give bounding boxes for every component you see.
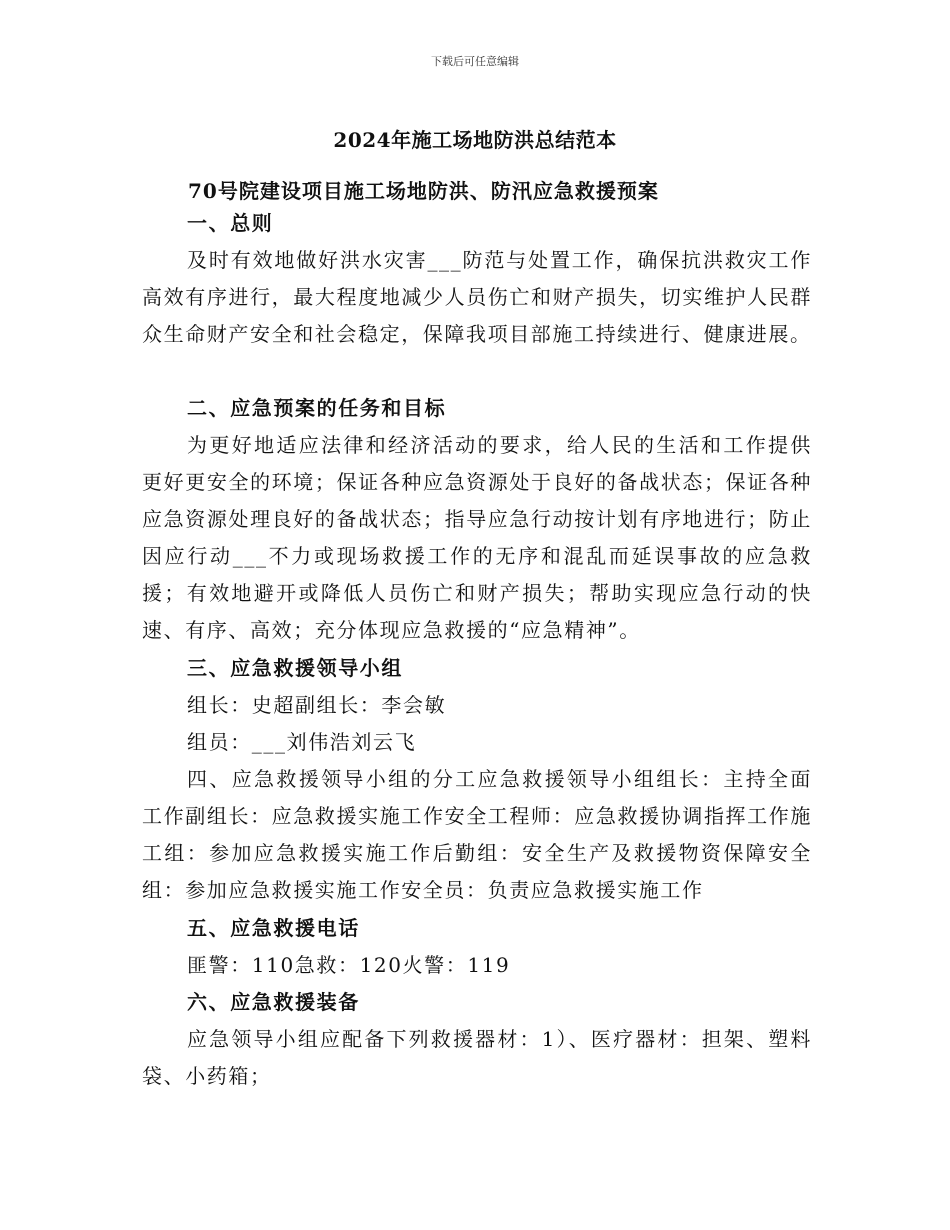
section-paragraph-division: 四、应急救援领导小组的分工应急救援领导小组组长：主持全面工作副组长：应急救援实施工作安全工程师：应急救援协调指挥工作施工组：参加应急救援实施工作后勤组：安全生产及救援物资保障安全组：参加应急救援实施工作安全员：负责应急救援实施工作	[142, 767, 812, 902]
section-heading-equipment: 六、应急救援装备	[187, 990, 360, 1014]
emergency-phones-line: 匪警：110急救：120火警：119	[187, 953, 511, 977]
section-tasks	[142, 390, 812, 649]
leadership-members-line: 组员：___刘伟浩刘云飞	[187, 730, 417, 754]
section-heading-phones: 五、应急救援电话	[187, 916, 360, 940]
section-heading-general: 一、总则	[187, 211, 274, 235]
section-leadership	[142, 650, 812, 909]
section-general	[142, 205, 812, 353]
section-phones	[142, 910, 812, 984]
document-title: 2024年施工场地防洪总结范本	[333, 128, 617, 152]
document-subtitle: 70号院建设项目施工场地防洪、防汛应急救援预案	[188, 179, 659, 203]
section-heading-tasks: 二、应急预案的任务和目标	[187, 396, 447, 420]
section-paragraph-equipment: 应急领导小组应配备下列救援器材：1）、医疗器材：担架、塑料袋、小药箱；	[142, 1027, 812, 1088]
section-paragraph-tasks: 为更好地适应法律和经济活动的要求，给人民的生活和工作提供更好更安全的环境；保证各种应急资源处于良好的备战状态；保证各种应急资源处理良好的备战状态；指导应急行动按计划有序地进行；防止因应行动___不力或现场救援工作的无序和混乱而延误事故的应急救援；有效地避开或降低人员伤亡和财产损失；帮助实现应急行动的快速、有序、高效；充分体现应急救援的“应急精神”。	[142, 433, 812, 642]
section-equipment	[142, 984, 812, 1095]
leadership-leaders-line: 组长：史超副组长：李会敏	[187, 693, 447, 717]
section-heading-leadership: 三、应急救援领导小组	[187, 656, 403, 680]
section-paragraph-general: 及时有效地做好洪水灾害___防范与处置工作，确保抗洪救灾工作高效有序进行，最大程度地减少人员伤亡和财产损失，切实维护人民群众生命财产安全和社会稳定，保障我项目部施工持续进行、健康进展。	[142, 248, 812, 346]
page-header-note: 下载后可任意编辑	[431, 55, 519, 68]
